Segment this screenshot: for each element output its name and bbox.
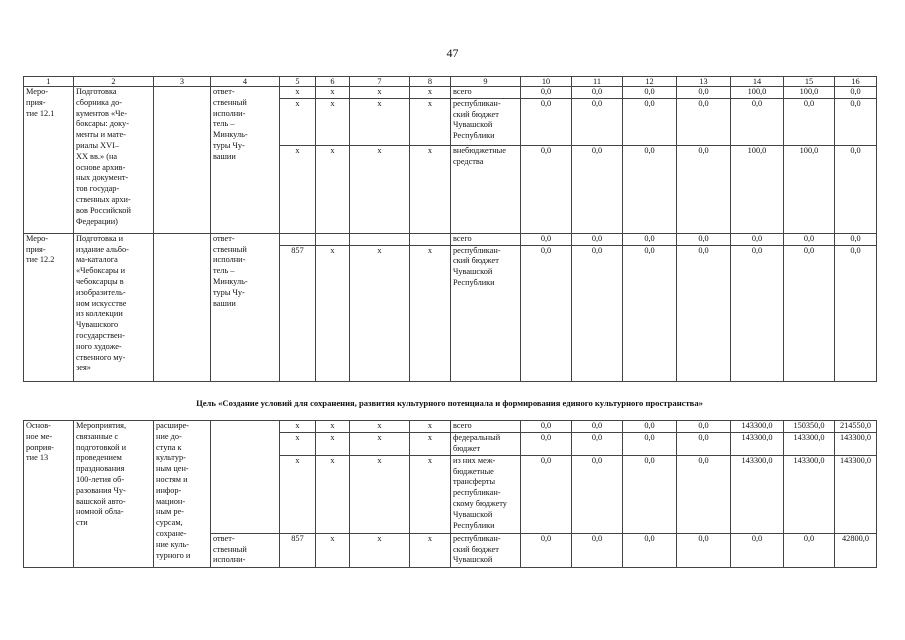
amount: 0,0: [677, 245, 731, 381]
budget-code: x: [410, 98, 451, 145]
amount: 143300,0: [784, 455, 835, 533]
amount: 0,0: [731, 245, 784, 381]
funding-source: всего: [451, 87, 521, 99]
funding-source: всего: [451, 421, 521, 433]
budget-code: x: [410, 421, 451, 433]
amount: 0,0: [521, 98, 572, 145]
budget-code: x: [280, 421, 316, 433]
activity-name: Подготовка и издание альбо- ма-каталога «Чебоксары и чебоксарцы в изобразитель- ном искусстве из коллекции Чувашского государствен- ного художе- ственного му- зея»: [74, 233, 154, 381]
amount: 0,0: [784, 98, 835, 145]
amount: 0,0: [623, 87, 677, 99]
budget-code: x: [280, 98, 316, 145]
budget-code: 857: [280, 533, 316, 567]
amount: 0,0: [521, 432, 572, 455]
activity-code: Основ- ное ме- роприя- тие 13: [24, 421, 74, 568]
budget-code: x: [316, 145, 350, 233]
amount: 0,0: [835, 98, 877, 145]
amount: 0,0: [521, 455, 572, 533]
amount: 0,0: [835, 145, 877, 233]
budget-code: x: [280, 432, 316, 455]
funding-source: республикан- ский бюджет Чувашской Республики: [451, 245, 521, 381]
amount: 0,0: [623, 233, 677, 245]
col-number: 6: [316, 77, 350, 87]
budget-code: x: [410, 533, 451, 567]
amount: 100,0: [784, 87, 835, 99]
budget-code: x: [410, 432, 451, 455]
amount: 150350,0: [784, 421, 835, 433]
col-number: 10: [521, 77, 572, 87]
col-number: 15: [784, 77, 835, 87]
budget-code: x: [410, 87, 451, 99]
col-number: 9: [451, 77, 521, 87]
funding-source: из них меж- бюджетные трансферты республикан- скому бюджету Чувашской Республики: [451, 455, 521, 533]
activity-name: Подготовка сборника до- кументов «Че- боксары: доку- менты и мате- риалы XVI– XX вв.» (на основе архив- ных документ- тов государ- ственных архи- вов Российской Федерации): [74, 87, 154, 234]
col-number: 3: [154, 77, 211, 87]
budget-code: x: [410, 245, 451, 381]
amount: 0,0: [572, 145, 623, 233]
amount: 0,0: [623, 455, 677, 533]
amount: 143300,0: [731, 421, 784, 433]
responsible-executor: ответ- ственный исполни- тель – Минкуль- туры Чу- вашии: [211, 233, 280, 381]
budget-code: x: [350, 432, 410, 455]
budget-code: x: [316, 98, 350, 145]
responsible-executor: ответ- ственный исполни- тель – Минкуль- туры Чу- вашии: [211, 87, 280, 234]
responsible-executor: ответ- ственный исполни-: [211, 533, 280, 567]
amount: 0,0: [572, 245, 623, 381]
budget-code: x: [350, 98, 410, 145]
amount: 0,0: [572, 233, 623, 245]
col-number: 11: [572, 77, 623, 87]
amount: 100,0: [731, 87, 784, 99]
col-number: 1: [24, 77, 74, 87]
amount: 0,0: [572, 421, 623, 433]
program-table-top: [23, 76, 877, 382]
amount: 143300,0: [731, 432, 784, 455]
amount: 143300,0: [784, 432, 835, 455]
amount: 0,0: [677, 455, 731, 533]
budget-code: [410, 233, 451, 245]
activity-code: Меро- прия- тие 12.2: [24, 233, 74, 381]
amount: 0,0: [572, 432, 623, 455]
col-number: 13: [677, 77, 731, 87]
amount: 0,0: [623, 245, 677, 381]
amount: 0,0: [835, 233, 877, 245]
funding-source: всего: [451, 233, 521, 245]
amount: 143300,0: [731, 455, 784, 533]
page-number: 47: [446, 46, 459, 60]
amount: 0,0: [572, 98, 623, 145]
funding-source: республикан- ский бюджет Чувашской: [451, 533, 521, 567]
funding-source: республикан- ский бюджет Чувашской Республики: [451, 98, 521, 145]
amount: 143300,0: [835, 455, 877, 533]
amount: 0,0: [623, 421, 677, 433]
budget-code: x: [316, 421, 350, 433]
budget-code: x: [350, 87, 410, 99]
table-row: [24, 87, 877, 99]
amount: 0,0: [623, 533, 677, 567]
activity-name: Мероприятия, связанные с подготовкой и проведением празднования 100-летия об- разования Чу- вашской авто- номной обла- сти: [74, 421, 154, 568]
amount: 0,0: [521, 533, 572, 567]
budget-code: x: [316, 245, 350, 381]
col-number: 7: [350, 77, 410, 87]
budget-code: x: [316, 432, 350, 455]
responsible-executor-empty: [211, 421, 280, 534]
budget-code: [280, 233, 316, 245]
amount: 0,0: [521, 145, 572, 233]
amount: 100,0: [784, 145, 835, 233]
amount: 0,0: [521, 245, 572, 381]
amount: 0,0: [677, 87, 731, 99]
amount: 0,0: [521, 233, 572, 245]
budget-code: x: [350, 421, 410, 433]
col-number: 8: [410, 77, 451, 87]
goal-cell: [154, 233, 211, 381]
col-number: 5: [280, 77, 316, 87]
col-number: 16: [835, 77, 877, 87]
column-number-row: [24, 77, 877, 87]
col-number: 2: [74, 77, 154, 87]
table-row: [24, 233, 877, 245]
amount: 214550,0: [835, 421, 877, 433]
amount: 0,0: [677, 98, 731, 145]
col-number: 4: [211, 77, 280, 87]
amount: 0,0: [623, 98, 677, 145]
table-row: [24, 421, 877, 433]
budget-code: x: [316, 533, 350, 567]
budget-code: [350, 233, 410, 245]
amount: 0,0: [784, 245, 835, 381]
amount: 0,0: [731, 98, 784, 145]
col-number: 12: [623, 77, 677, 87]
amount: 42800,0: [835, 533, 877, 567]
program-table-bottom: [23, 420, 877, 568]
goal-heading: Цель «Создание условий для сохранения, развития культурного потенциала и формирования единого культурного пространства»: [196, 398, 703, 408]
budget-code: x: [316, 455, 350, 533]
budget-code: x: [350, 533, 410, 567]
funding-source: федеральный бюджет: [451, 432, 521, 455]
amount: 0,0: [835, 87, 877, 99]
budget-code: [316, 233, 350, 245]
goal-cell: расшире- ние до- ступа к культур- ным цен- ностям и инфор- мацион- ным ре- сурсам, сохране- ние куль- турного и: [154, 421, 211, 568]
amount: 0,0: [521, 87, 572, 99]
amount: 0,0: [572, 87, 623, 99]
budget-code: x: [410, 145, 451, 233]
amount: 0,0: [521, 421, 572, 433]
amount: 0,0: [623, 432, 677, 455]
activity-code: Меро- прия- тие 12.1: [24, 87, 74, 234]
budget-code: x: [350, 145, 410, 233]
amount: 0,0: [784, 533, 835, 567]
amount: 0,0: [677, 432, 731, 455]
budget-code: x: [350, 455, 410, 533]
budget-code: x: [280, 455, 316, 533]
amount: 100,0: [731, 145, 784, 233]
amount: 0,0: [572, 533, 623, 567]
budget-code: x: [316, 87, 350, 99]
amount: 0,0: [677, 233, 731, 245]
col-number: 14: [731, 77, 784, 87]
amount: 0,0: [784, 233, 835, 245]
amount: 0,0: [677, 145, 731, 233]
budget-code: 857: [280, 245, 316, 381]
amount: 143300,0: [835, 432, 877, 455]
amount: 0,0: [623, 145, 677, 233]
amount: 0,0: [731, 233, 784, 245]
budget-code: x: [350, 245, 410, 381]
budget-code: x: [280, 87, 316, 99]
amount: 0,0: [731, 533, 784, 567]
amount: 0,0: [835, 245, 877, 381]
amount: 0,0: [572, 455, 623, 533]
amount: 0,0: [677, 421, 731, 433]
budget-code: x: [280, 145, 316, 233]
budget-code: x: [410, 455, 451, 533]
goal-cell: [154, 87, 211, 234]
amount: 0,0: [677, 533, 731, 567]
funding-source: внебюджетные средства: [451, 145, 521, 233]
